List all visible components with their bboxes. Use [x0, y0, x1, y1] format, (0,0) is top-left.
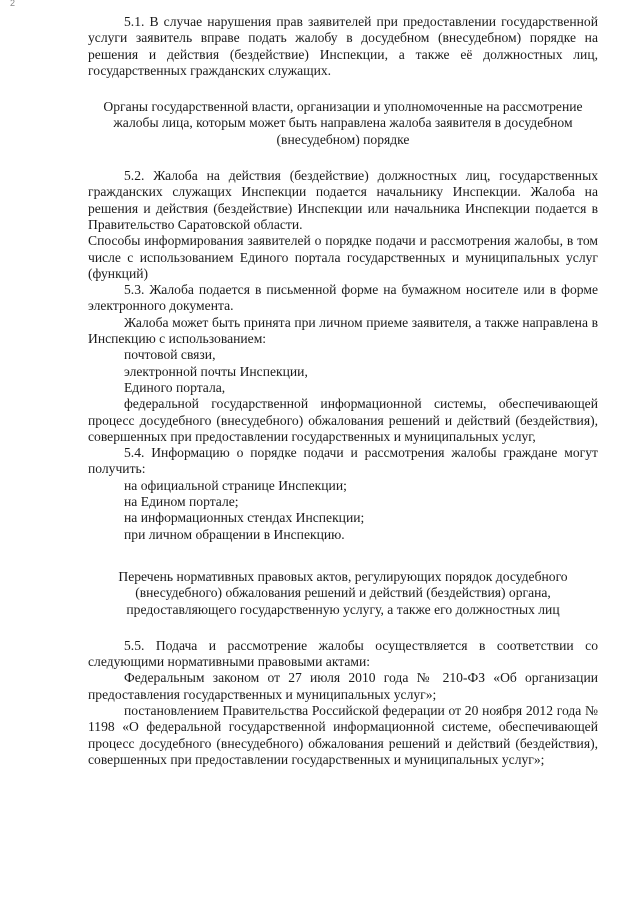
paragraph-5-3: 5.3. Жалоба подается в письменной форме на бумажном носителе или в форме электронного документа. — [88, 282, 598, 314]
list-item-channel: электронной почты Инспекции, — [124, 363, 308, 379]
section-heading-legal-acts: Перечень нормативных правовых актов, регулирующих порядок досудебного (внесудебного) обжалования решений и действий (бездействия) органа, предоставляющего государственную услугу, а также его должностных лиц — [118, 568, 568, 617]
section-heading-complaint-bodies: Органы государственной власти, организации и уполномоченные на рассмотрение жалобы лица, которым может быть направлена жалоба заявителя в досудебном (внесудебном) порядке — [103, 99, 583, 147]
list-item-info-place: на информационных стендах Инспекции; — [124, 510, 365, 526]
list-item-info-place: при личном обращении в Инспекцию. — [124, 526, 345, 542]
corner-mark: 2 — [10, 0, 16, 8]
paragraph-federal-law: Федеральным законом от 27 июля 2010 года № 210-ФЗ «Об организации предоставления государственных и муниципальных услуг»; — [88, 670, 598, 702]
list-item-info-place: на официальной странице Инспекции; — [124, 477, 347, 493]
paragraph-complaint-sent: Жалоба может быть принята при личном приеме заявителя, а также направлена в Инспекцию с использованием: — [88, 314, 598, 347]
paragraph-5-5: 5.5. Подача и рассмотрение жалобы осуществляется в соответствии со следующими нормативными правовыми актами: — [88, 637, 598, 670]
paragraph-government-decree: постановлением Правительства Российской федерации от 20 ноября 2012 года № 1198 «О федеральной государственной информационной системе, обеспечивающей процесс досудебного (внесудебного) обжалования решений и действий (бездействия), совершенных при предоставлении государственных и муниципальных услуг»; — [88, 702, 598, 767]
paragraph-5-2: 5.2. Жалоба на действия (бездействие) должностных лиц, государственных гражданских служащих Инспекции подается начальнику Инспекции. Жалоба на решения и действия (бездействие) Инспекции или начальника Инспекции подается в Правительство Саратовской области. — [88, 168, 598, 232]
paragraph-info-ways: Способы информирования заявителей о порядке подачи и рассмотрения жалобы, в том числе с использованием Единого портала государственных и муниципальных услуг (функций) — [88, 233, 598, 281]
list-item-channel: Единого портала, — [124, 379, 226, 395]
paragraph-fgis: федеральной государственной информационной системы, обеспечивающей процесс досудебного (внесудебного) обжалования решений и действий (бездействия), совершенных при предоставлении государственных и муниципальных услуг, — [88, 396, 598, 444]
paragraph-5-1: 5.1. В случае нарушения прав заявителей при предоставлении государственной услуги заявитель вправе подать жалобу в досудебном (внесудебном) порядке на решения и действия (бездействие) Инспекции, а также её должностных лиц, государственных гражданских служащих. — [88, 14, 598, 78]
paragraph-5-4: 5.4. Информацию о порядке подачи и рассмотрения жалобы граждане могут получить: — [88, 445, 598, 477]
list-item-channel: почтовой связи, — [124, 347, 216, 363]
list-item-info-place: на Едином портале; — [124, 494, 239, 510]
